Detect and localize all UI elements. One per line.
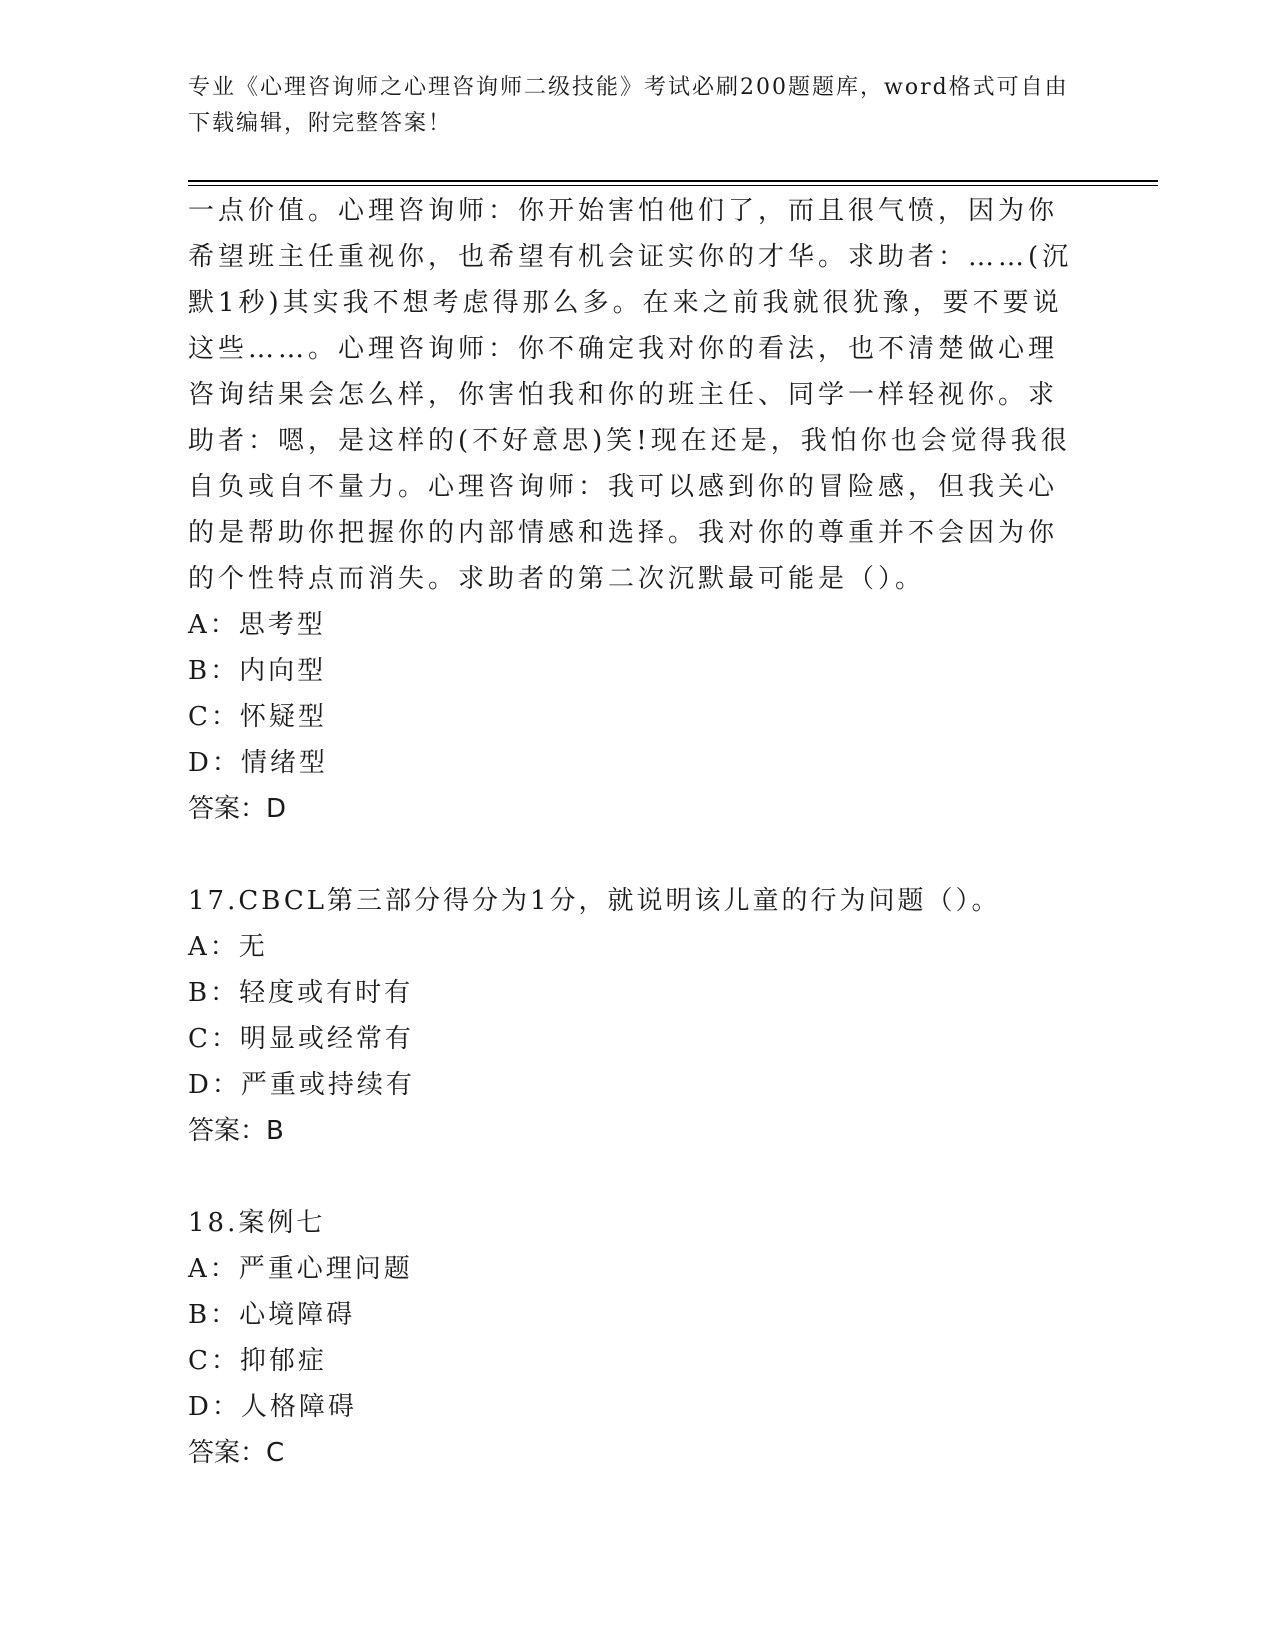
question-18 xyxy=(188,1200,1078,1476)
question-18-option-c: C：抑郁症 xyxy=(188,1346,327,1376)
question-16-option-c: C：怀疑型 xyxy=(188,702,327,732)
question-18-answer: 答案：C xyxy=(188,1438,285,1468)
question-17-option-b: B：轻度或有时有 xyxy=(188,978,414,1008)
question-18-option-b: B：心境障碍 xyxy=(188,1300,356,1330)
question-16 xyxy=(188,188,1078,832)
question-17 xyxy=(188,878,1078,1154)
question-17-answer: 答案：B xyxy=(188,1116,284,1146)
question-17-option-a: A：无 xyxy=(188,932,268,962)
header-divider-thin xyxy=(188,185,1158,186)
header-divider-thick xyxy=(188,180,1158,182)
question-16-option-a: A：思考型 xyxy=(188,610,326,640)
question-16-answer: 答案：D xyxy=(188,794,287,824)
question-16-option-d: D：情绪型 xyxy=(188,748,328,778)
document-header xyxy=(188,70,1078,142)
document-body xyxy=(188,188,1078,1476)
question-17-option-c: C：明显或经常有 xyxy=(188,1024,414,1054)
question-16-option-b: B：内向型 xyxy=(188,656,327,686)
question-18-stem: 18.案例七 xyxy=(188,1208,326,1238)
question-17-stem: 17.CBCL第三部分得分为1分，就说明该儿童的行为问题（）。 xyxy=(188,886,1001,916)
spacer xyxy=(188,832,1078,878)
question-18-option-d: D：人格障碍 xyxy=(188,1392,357,1422)
question-16-continuation: 一点价值。心理咨询师：你开始害怕他们了，而且很气愤，因为你希望班主任重视你，也希望有机会证实你的才华。求助者：……(沉默1秒)其实我不想考虑得那么多。在来之前我就很犹豫，要不要说这些……。心理咨询师：你不确定我对你的看法，也不清楚做心理咨询结果会怎么样，你害怕我和你的班主任、同学一样轻视你。求助者：嗯，是这样的(不好意思)笑!现在还是，我怕你也会觉得我很自负或自不量力。心理咨询师：我可以感到你的冒险感，但我关心的是帮助你把握你的内部情感和选择。我对你的尊重并不会因为你的个性特点而消失。求助者的第二次沉默最可能是（）。 xyxy=(188,196,1073,594)
question-18-option-a: A：严重心理问题 xyxy=(188,1254,413,1284)
spacer xyxy=(188,1154,1078,1200)
header-title: 专业《心理咨询师之心理咨询师二级技能》考试必刷200题题库，word格式可自由下载编辑，附完整答案！ xyxy=(188,75,1069,136)
question-17-option-d: D：严重或持续有 xyxy=(188,1070,415,1100)
